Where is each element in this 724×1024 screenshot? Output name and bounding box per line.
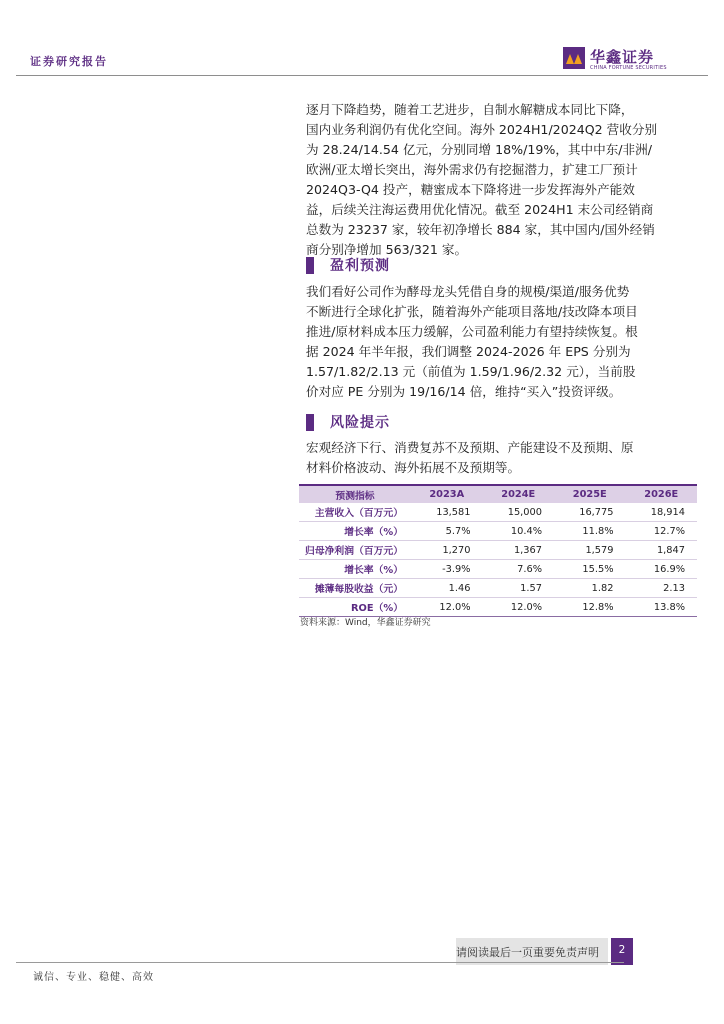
table-cell: 12.0% — [411, 598, 483, 617]
table-row — [299, 598, 697, 617]
table-row — [299, 579, 697, 598]
row-label: ROE（%） — [299, 598, 411, 617]
forecast-table — [299, 484, 697, 617]
text-line: 益，后续关注海运费用优化情况。截至 2024H1 末公司经销商 — [306, 202, 654, 217]
row-label: 摊薄每股收益（元） — [299, 579, 411, 598]
section-marker-icon — [306, 414, 314, 431]
text-line: 不断进行全球化扩张，随着海外产能项目落地/技改降本项目 — [306, 304, 638, 319]
header-divider — [16, 75, 708, 76]
table-cell: 1,579 — [554, 541, 626, 560]
text-line: 欧洲/亚太增长突出，海外需求仍有挖掘潜力，扩建工厂预计 — [306, 162, 638, 177]
table-cell: 1,367 — [483, 541, 555, 560]
table-cell: 1.46 — [411, 579, 483, 598]
table-cell: 1,270 — [411, 541, 483, 560]
table-cell: 1.57 — [483, 579, 555, 598]
section-title: 风险提示 — [330, 415, 390, 431]
table-row — [299, 503, 697, 522]
table-row — [299, 522, 697, 541]
column-header: 2026E — [626, 485, 698, 503]
disclaimer-note: 请阅读最后一页重要免责声明 — [456, 946, 599, 959]
company-logo — [563, 47, 667, 75]
column-header: 2025E — [554, 485, 626, 503]
table-cell: 18,914 — [626, 503, 698, 522]
row-label: 增长率（%） — [299, 522, 411, 541]
report-type-label: 证券研究报告 — [30, 55, 108, 68]
table-cell: 12.7% — [626, 522, 698, 541]
table-row — [299, 560, 697, 579]
table-cell: 15,000 — [483, 503, 555, 522]
column-header: 2024E — [483, 485, 555, 503]
text-line: 2024Q3-Q4 投产，糖蜜成本下降将进一步发挥海外产能效 — [306, 182, 635, 197]
table-cell: 1.82 — [554, 579, 626, 598]
table-cell: 12.8% — [554, 598, 626, 617]
table-cell: 11.8% — [554, 522, 626, 541]
row-label: 主营收入（百万元） — [299, 503, 411, 522]
column-header: 预测指标 — [299, 485, 411, 503]
logo-mark-icon — [563, 47, 585, 69]
company-motto: 诚信、专业、稳健、高效 — [33, 972, 154, 983]
table-cell: -3.9% — [411, 560, 483, 579]
row-label: 增长率（%） — [299, 560, 411, 579]
row-label: 归母净利润（百万元） — [299, 541, 411, 560]
text-line: 1.57/1.82/2.13 元（前值为 1.59/1.96/2.32 元），当前股 — [306, 364, 636, 379]
table-source-note: 资料来源：Wind，华鑫证券研究 — [300, 618, 431, 628]
text-line: 据 2024 年半年报，我们调整 2024-2026 年 EPS 分别为 — [306, 344, 631, 359]
text-line: 推进/原材料成本压力缓解，公司盈利能力有望持续恢复。根 — [306, 324, 638, 339]
table-cell: 15.5% — [554, 560, 626, 579]
section-marker-icon — [306, 257, 314, 274]
text-line: 逐月下降趋势，随着工艺进步，自制水解糖成本同比下降， — [306, 102, 634, 117]
logo-name-cn: 华鑫证券 — [590, 48, 655, 66]
table-cell: 16,775 — [554, 503, 626, 522]
footer-divider — [16, 962, 624, 963]
text-line: 国内业务利润仍有优化空间。海外 2024H1/2024Q2 营收分别 — [306, 122, 658, 137]
text-line: 我们看好公司作为酵母龙头凭借自身的规模/渠道/服务优势 — [306, 284, 630, 299]
risk-warning-paragraph — [306, 438, 694, 478]
logo-name-en: CHINA FORTUNE SECURITIES — [590, 65, 667, 71]
intro-paragraph — [306, 100, 694, 260]
table-row — [299, 541, 697, 560]
table-cell: 5.7% — [411, 522, 483, 541]
text-line: 商分别净增加 563/321 家。 — [306, 242, 468, 257]
table-cell: 16.9% — [626, 560, 698, 579]
table-cell: 10.4% — [483, 522, 555, 541]
table-cell: 2.13 — [626, 579, 698, 598]
table-cell: 13.8% — [626, 598, 698, 617]
text-line: 总数为 23237 家，较年初净增长 884 家，其中国内/国外经销 — [306, 222, 655, 237]
table-cell: 13,581 — [411, 503, 483, 522]
page-number: 2 — [618, 944, 626, 956]
column-header: 2023A — [411, 485, 483, 503]
table-header-row — [299, 485, 697, 503]
text-line: 价对应 PE 分别为 19/16/14 倍，维持“买入”投资评级。 — [306, 384, 622, 399]
text-line: 材料价格波动、海外拓展不及预期等。 — [306, 460, 521, 475]
section-title: 盈利预测 — [330, 258, 390, 274]
table-cell: 7.6% — [483, 560, 555, 579]
table-cell: 12.0% — [483, 598, 555, 617]
table-cell: 1,847 — [626, 541, 698, 560]
profit-forecast-paragraph — [306, 282, 694, 402]
text-line: 宏观经济下行、消费复苏不及预期、产能建设不及预期、原 — [306, 440, 634, 455]
text-line: 为 28.24/14.54 亿元，分别同增 18%/19%，其中中东/非洲/ — [306, 142, 652, 157]
